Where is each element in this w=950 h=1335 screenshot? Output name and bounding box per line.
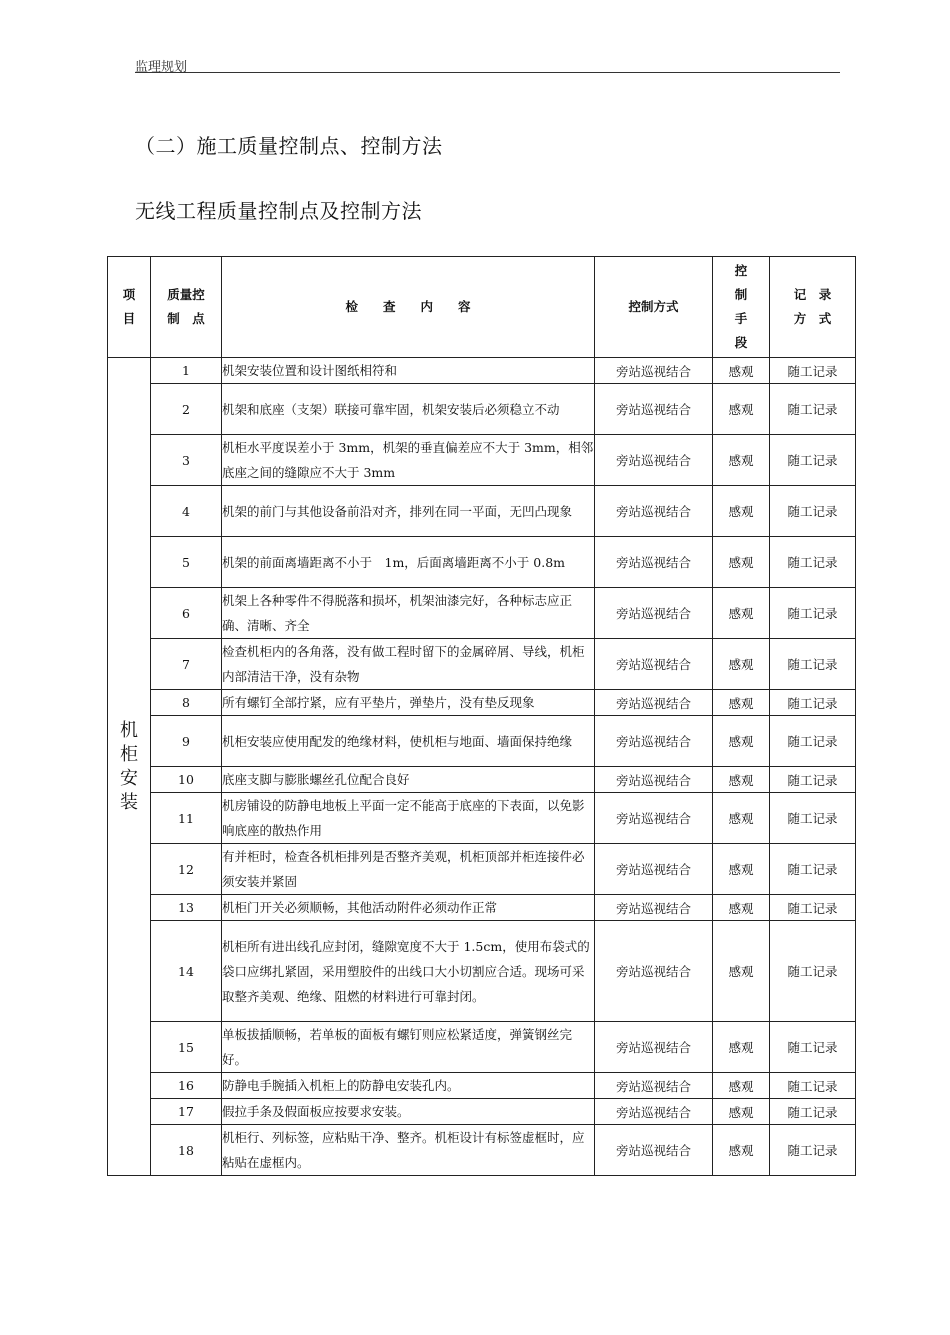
row-means: 感观 [713,793,770,844]
row-content: 有并柜时，检查各机柜排列是否整齐美观，机柜顶部并柜连接件必须安装并紧固 [222,844,595,895]
row-method: 旁站巡视结合 [595,384,713,435]
row-number: 4 [151,486,222,537]
row-number: 3 [151,435,222,486]
row-record: 随工记录 [770,1099,856,1125]
row-means: 感观 [713,1022,770,1073]
row-method: 旁站巡视结合 [595,793,713,844]
row-content: 底座支脚与膨胀螺丝孔位配合良好 [222,767,595,793]
row-number: 15 [151,1022,222,1073]
row-content: 机架的前门与其他设备前沿对齐，排列在同一平面，无凹凸现象 [222,486,595,537]
row-method: 旁站巡视结合 [595,588,713,639]
row-content: 机架的前面离墙距离不小于 1m，后面离墙距离不小于 0.8m [222,537,595,588]
row-means: 感观 [713,639,770,690]
row-number: 16 [151,1073,222,1099]
row-means: 感观 [713,588,770,639]
row-content: 检查机柜内的各角落，没有做工程时留下的金属碎屑、导线，机柜内部清洁干净，没有杂物 [222,639,595,690]
row-content: 单板拔插顺畅，若单板的面板有螺钉则应松紧适度，弹簧钢丝完好。 [222,1022,595,1073]
row-record: 随工记录 [770,384,856,435]
row-method: 旁站巡视结合 [595,1022,713,1073]
table-body [108,358,856,1176]
row-number: 6 [151,588,222,639]
row-content: 机房铺设的防静电地板上平面一定不能高于底座的下表面，以免影响底座的散热作用 [222,793,595,844]
row-method: 旁站巡视结合 [595,716,713,767]
row-content: 机柜安装应使用配发的绝缘材料，使机柜与地面、墙面保持绝缘 [222,716,595,767]
header-divider [135,72,840,73]
table-row [108,1099,856,1125]
header-content: 检 查 内 容 [222,257,595,358]
row-method: 旁站巡视结合 [595,435,713,486]
row-method: 旁站巡视结合 [595,921,713,1022]
row-means: 感观 [713,384,770,435]
row-content: 机柜行、列标签，应粘贴干净、整齐。机柜设计有标签虚框时，应粘贴在虚框内。 [222,1125,595,1176]
table-row [108,690,856,716]
row-means: 感观 [713,358,770,384]
row-means: 感观 [713,895,770,921]
table-subtitle: 无线工程质量控制点及控制方法 [135,199,422,223]
row-method: 旁站巡视结合 [595,1125,713,1176]
row-means: 感观 [713,1125,770,1176]
row-means: 感观 [713,1073,770,1099]
section-title: （二）施工质量控制点、控制方法 [135,134,443,158]
table-row [108,844,856,895]
row-record: 随工记录 [770,793,856,844]
row-content: 假拉手条及假面板应按要求安装。 [222,1099,595,1125]
row-method: 旁站巡视结合 [595,358,713,384]
row-means: 感观 [713,767,770,793]
row-number: 7 [151,639,222,690]
row-content: 所有螺钉全部拧紧，应有平垫片，弹垫片，没有垫反现象 [222,690,595,716]
row-record: 随工记录 [770,1125,856,1176]
row-means: 感观 [713,1099,770,1125]
quality-control-table [107,256,856,1176]
row-method: 旁站巡视结合 [595,767,713,793]
row-record: 随工记录 [770,486,856,537]
row-content: 机柜门开关必须顺畅，其他活动附件必须动作正常 [222,895,595,921]
table-row [108,895,856,921]
row-record: 随工记录 [770,1073,856,1099]
row-number: 2 [151,384,222,435]
header-record: 记 录方 式 [770,257,856,358]
row-number: 8 [151,690,222,716]
table-row [108,1125,856,1176]
row-record: 随工记录 [770,767,856,793]
table-row [108,435,856,486]
row-content: 机架上各种零件不得脱落和损坏，机架油漆完好，各种标志应正确、清晰、齐全 [222,588,595,639]
row-content: 机柜水平度误差小于 3mm，机架的垂直偏差应不大于 3mm，相邻底座之间的缝隙应不大于 3mm [222,435,595,486]
row-record: 随工记录 [770,895,856,921]
header-control-point: 质量控制 点 [151,257,222,358]
table-row [108,716,856,767]
table-row [108,1073,856,1099]
table-row [108,486,856,537]
row-content: 机柜所有进出线孔应封闭，缝隙宽度不大于 1.5cm，使用布袋式的袋口应绑扎紧固，采用塑胶件的出线口大小切割应合适。现场可采取整齐美观、绝缘、阻燃的材料进行可靠封闭。 [222,921,595,1022]
row-number: 14 [151,921,222,1022]
row-record: 随工记录 [770,1022,856,1073]
row-number: 18 [151,1125,222,1176]
header-method: 控制方式 [595,257,713,358]
row-record: 随工记录 [770,358,856,384]
row-means: 感观 [713,716,770,767]
table-header-row [108,257,856,358]
row-number: 17 [151,1099,222,1125]
row-record: 随工记录 [770,435,856,486]
row-method: 旁站巡视结合 [595,1099,713,1125]
table-row [108,767,856,793]
row-method: 旁站巡视结合 [595,895,713,921]
table-row [108,588,856,639]
row-record: 随工记录 [770,690,856,716]
page-header: 监理规划 [135,60,188,75]
table-row [108,384,856,435]
row-number: 5 [151,537,222,588]
row-number: 1 [151,358,222,384]
table-row [108,793,856,844]
table-row [108,921,856,1022]
row-means: 感观 [713,844,770,895]
category-cell [108,358,151,1176]
row-means: 感观 [713,486,770,537]
row-method: 旁站巡视结合 [595,1073,713,1099]
row-record: 随工记录 [770,921,856,1022]
row-means: 感观 [713,435,770,486]
row-method: 旁站巡视结合 [595,486,713,537]
row-means: 感观 [713,921,770,1022]
row-method: 旁站巡视结合 [595,844,713,895]
row-means: 感观 [713,690,770,716]
row-record: 随工记录 [770,639,856,690]
row-record: 随工记录 [770,537,856,588]
row-number: 11 [151,793,222,844]
row-means: 感观 [713,537,770,588]
row-number: 10 [151,767,222,793]
row-number: 13 [151,895,222,921]
row-record: 随工记录 [770,716,856,767]
header-project: 项 目 [108,257,151,358]
row-number: 12 [151,844,222,895]
row-record: 随工记录 [770,588,856,639]
row-content: 机架和底座（支架）联接可靠牢固，机架安装后必须稳立不动 [222,384,595,435]
row-content: 防静电手腕插入机柜上的防静电安装孔内。 [222,1073,595,1099]
row-content: 机架安装位置和设计图纸相符和 [222,358,595,384]
row-number: 9 [151,716,222,767]
category-label: 机柜安装 [120,719,138,813]
table-row [108,639,856,690]
table-row [108,358,856,384]
row-record: 随工记录 [770,844,856,895]
row-method: 旁站巡视结合 [595,690,713,716]
table-row [108,1022,856,1073]
table-row [108,537,856,588]
row-method: 旁站巡视结合 [595,639,713,690]
header-means: 控制手段 [713,257,770,358]
row-method: 旁站巡视结合 [595,537,713,588]
